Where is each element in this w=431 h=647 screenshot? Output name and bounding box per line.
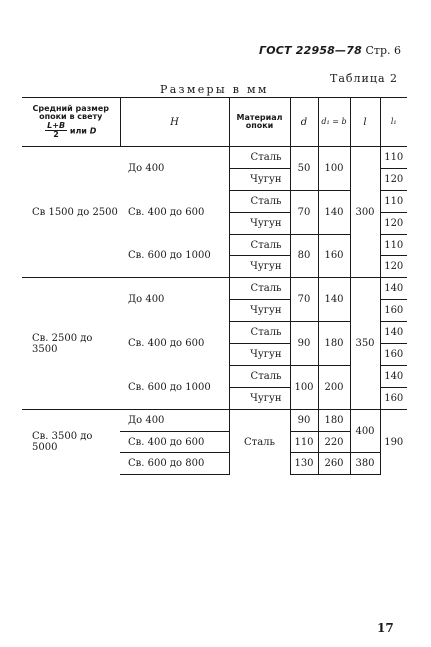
- header-average-size: [22, 98, 120, 147]
- material-cell: Чугун: [229, 344, 290, 366]
- d1b-cell: 100: [318, 147, 350, 191]
- l1-cell: 160: [380, 300, 407, 322]
- height-range: До 400: [128, 163, 165, 175]
- d-cell: 50: [290, 147, 318, 191]
- l1-cell: 120: [380, 168, 407, 190]
- d1b-cell: 180: [318, 409, 350, 431]
- page-label: Стр. 6: [365, 44, 401, 57]
- l-cell: 350: [350, 278, 380, 409]
- table-label: Таблица 2: [330, 72, 398, 85]
- header-D: D: [89, 125, 97, 135]
- d-cell: 70: [290, 278, 318, 322]
- page-number: 17: [377, 621, 394, 635]
- d1b-cell: 160: [318, 234, 350, 278]
- l1-cell: 190: [380, 409, 407, 475]
- material-cell: Сталь: [229, 322, 290, 344]
- material-cell: Сталь: [229, 365, 290, 387]
- table-row: [22, 147, 407, 169]
- header-material: Материал опоки: [229, 98, 290, 147]
- d1b-cell: 260: [318, 453, 350, 475]
- d1b-cell: 140: [318, 190, 350, 234]
- header-l: l: [350, 98, 380, 147]
- l1-cell: 120: [380, 212, 407, 234]
- material-cell: Сталь: [229, 190, 290, 212]
- material-cell: Чугун: [229, 168, 290, 190]
- header-range-line2: опоки в свету: [39, 112, 103, 122]
- header-l1: l₁: [380, 98, 407, 147]
- material-cell: Сталь: [229, 278, 290, 300]
- header-d: d: [290, 98, 318, 147]
- d1b-cell: 200: [318, 365, 350, 409]
- d-cell: 80: [290, 234, 318, 278]
- height-range: До 400: [120, 409, 229, 431]
- fraction-numerator: L+B: [47, 120, 66, 130]
- d1b-cell: 140: [318, 278, 350, 322]
- l1-cell: 140: [380, 365, 407, 387]
- height-range: Св. 400 до 600: [128, 338, 205, 350]
- material-cell: Чугун: [229, 300, 290, 322]
- header-d1b: d₁ = b: [318, 98, 350, 147]
- dimensions-caption: Размеры в мм: [160, 83, 269, 96]
- table-header-row: [22, 98, 407, 147]
- d-cell: 90: [290, 409, 318, 431]
- height-range: Св. 400 до 600: [120, 431, 229, 453]
- header-or: или: [69, 125, 87, 135]
- material-cell: Сталь: [229, 409, 290, 475]
- material-cell: Сталь: [229, 234, 290, 256]
- l1-cell: 160: [380, 344, 407, 366]
- d-cell: 100: [290, 365, 318, 409]
- l-cell: 380: [350, 453, 380, 475]
- l1-cell: 110: [380, 190, 407, 212]
- height-range: Св. 600 до 1000: [128, 250, 211, 262]
- height-range: Св. 400 до 600: [128, 206, 205, 218]
- l-cell: 400: [350, 409, 380, 453]
- material-cell: Чугун: [229, 256, 290, 278]
- table-row: [22, 409, 407, 431]
- header-fraction: [45, 122, 67, 140]
- d-cell: 110: [290, 431, 318, 453]
- header-range-line1: Средний размер: [32, 103, 109, 113]
- l1-cell: 110: [380, 234, 407, 256]
- l1-cell: 140: [380, 278, 407, 300]
- material-cell: Чугун: [229, 212, 290, 234]
- d-cell: 130: [290, 453, 318, 475]
- height-range: Св. 600 до 1000: [128, 381, 211, 393]
- l1-cell: 120: [380, 256, 407, 278]
- l1-cell: 160: [380, 387, 407, 409]
- l1-cell: 140: [380, 322, 407, 344]
- height-range: До 400: [120, 278, 229, 322]
- l-cell: 300: [350, 147, 380, 278]
- material-cell: Сталь: [229, 147, 290, 169]
- standard-number: ГОСТ 22958—78: [259, 44, 362, 57]
- page-header: [259, 44, 401, 57]
- size-range: Св. 2500 до 3500: [22, 278, 120, 409]
- d1b-cell: 220: [318, 431, 350, 453]
- d-cell: 90: [290, 322, 318, 366]
- dimensions-table: [22, 97, 407, 475]
- d-cell: 70: [290, 190, 318, 234]
- header-H: H: [120, 98, 229, 147]
- fraction-denominator: 2: [53, 129, 59, 139]
- l1-cell: 110: [380, 147, 407, 169]
- size-range: Св 1500 до 2500: [32, 206, 118, 218]
- d1b-cell: 180: [318, 322, 350, 366]
- height-range: Св. 600 до 800: [120, 453, 229, 475]
- table-row: [22, 278, 407, 300]
- material-cell: Чугун: [229, 387, 290, 409]
- size-range: Св. 3500 до 5000: [22, 409, 120, 475]
